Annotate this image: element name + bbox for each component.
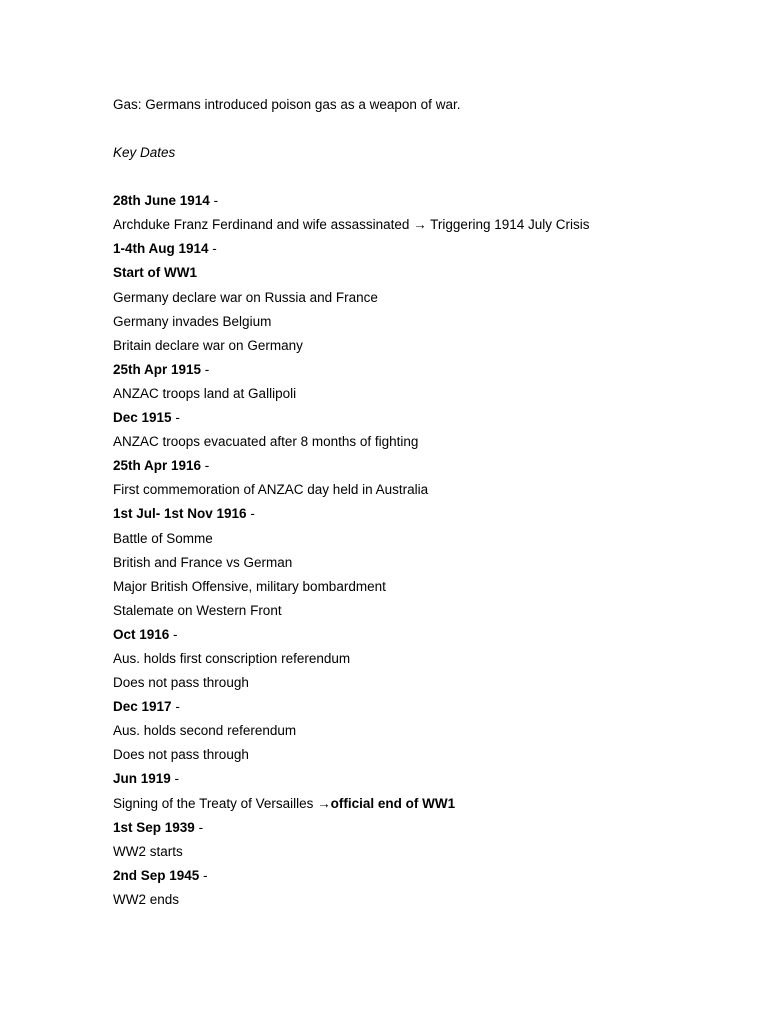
date-line [113,502,713,526]
date-line [113,695,713,719]
date-label: 25th Apr 1915 [113,361,202,377]
event-text: Archduke Franz Ferdinand and wife assassinated [113,217,414,233]
event-text: Germany invades Belgium [113,313,272,329]
arrow-icon: → [413,217,427,233]
date-line [113,358,713,382]
event-text: Does not pass through [113,675,249,691]
arrow-icon: → [317,795,331,811]
event-text: First commemoration of ANZAC day held in Australia [113,482,429,498]
event-text: ANZAC troops evacuated after 8 months of fighting [113,434,419,450]
event-text: Aus. holds first conscription referendum [113,650,351,666]
date-line [113,406,713,430]
event-text: Aus. holds second referendum [113,723,297,739]
event-line [113,213,713,237]
date-label: 2nd Sep 1945 [113,867,200,883]
date-dash: - [209,193,219,209]
date-dash: - [194,819,204,835]
date-dash: - [201,458,210,474]
date-label: Oct 1916 [113,626,170,642]
event-text: WW2 ends [113,891,180,907]
event-text: WW2 starts [113,843,183,859]
event-text: Battle of Somme [113,530,213,546]
key-dates-heading: Key Dates [113,145,176,161]
date-label: 1st Jul- 1st Nov 1916 [113,506,247,522]
event-text: Triggering 1914 July Crisis [426,217,590,233]
date-dash: - [170,771,180,787]
date-label: Dec 1915 [113,410,172,426]
date-label: 28th June 1914 [113,193,210,209]
date-dash: - [169,626,178,642]
event-text: Germany declare war on Russia and France [113,289,378,305]
date-label: 1-4th Aug 1914 [113,241,209,257]
event-line [113,792,713,816]
date-line [113,767,713,791]
date-label: Jun 1919 [113,771,171,787]
date-dash: - [171,410,180,426]
event-emphasis: official end of WW1 [330,795,456,811]
date-label: Dec 1917 [113,699,172,715]
date-line [113,189,713,213]
date-dash: - [199,867,208,883]
event-heading: Start of WW1 [113,265,197,281]
date-line [113,816,713,840]
event-text: Britain declare war on Germany [113,337,303,353]
date-line [113,864,713,888]
intro-text: Gas: Germans introduced poison gas as a weapon of war. [113,97,461,112]
document-page [113,93,713,912]
event-text: Major British Offensive, military bombardment [113,578,386,594]
date-dash: - [208,241,217,257]
date-line [113,237,713,261]
date-dash: - [201,361,210,377]
date-label: 25th Apr 1916 [113,458,202,474]
date-label: 1st Sep 1939 [113,819,195,835]
event-text: Stalemate on Western Front [113,602,282,618]
event-text: ANZAC troops land at Gallipoli [113,385,297,401]
date-dash: - [246,506,255,522]
event-text: Does not pass through [113,747,249,763]
date-line [113,623,713,647]
date-dash: - [171,699,180,715]
event-text: British and France vs German [113,554,293,570]
event-text: Signing of the Treaty of Versailles [113,795,318,811]
date-line [113,454,713,478]
